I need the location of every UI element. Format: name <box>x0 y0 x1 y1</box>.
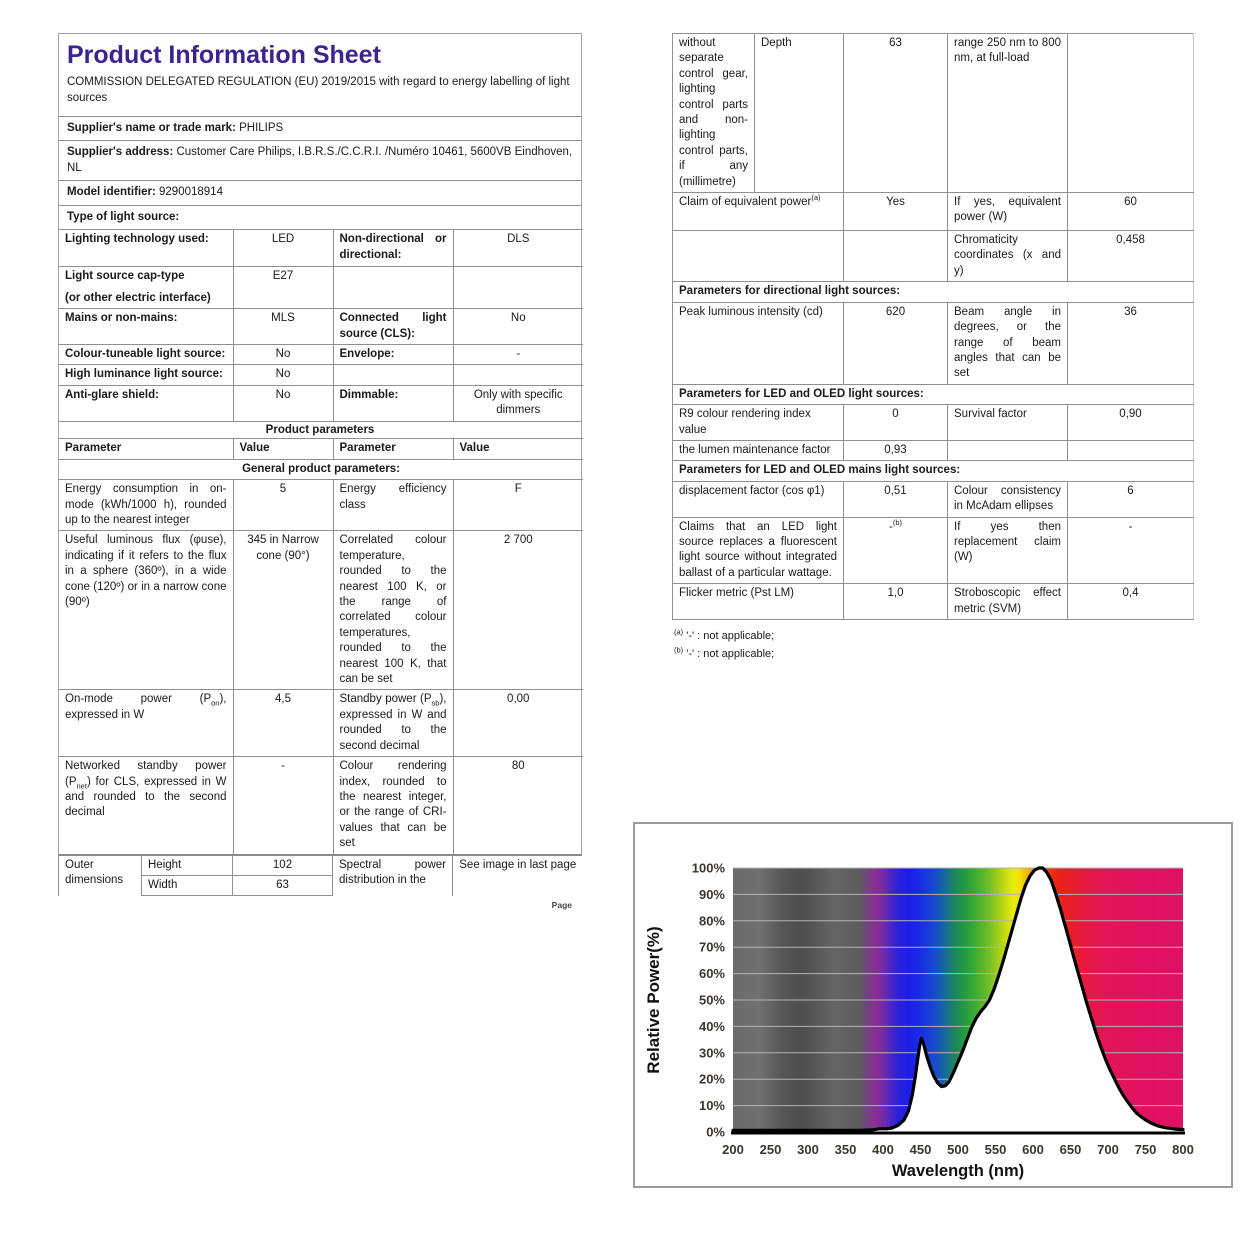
param-value-cell: F <box>453 480 583 531</box>
param-label-cell: Flicker metric (Pst LM) <box>673 584 844 620</box>
param-value-cell: See image in last page <box>453 856 583 896</box>
param-label-cell: Outer dimensions <box>59 856 142 896</box>
document-header <box>59 34 581 116</box>
param-label-cell: Beam angle in degrees, or the range of beam angles that can be set <box>948 302 1068 384</box>
param-value-cell: 36 <box>1068 302 1194 384</box>
x-tick-label: 550 <box>984 1142 1007 1157</box>
dimension-label-cell: Width <box>142 875 233 895</box>
column-header: Value <box>233 439 333 459</box>
spd-chart-canvas <box>635 824 1231 1182</box>
param-value-cell: DLS <box>453 230 583 267</box>
led-oled-mains-section-header: Parameters for LED and OLED mains light sources: <box>673 461 1194 481</box>
dimension-value-cell: 63 <box>233 875 333 895</box>
x-tick-label: 750 <box>1134 1142 1157 1157</box>
empty-cell <box>844 231 948 282</box>
param-value-cell: LED <box>233 230 333 267</box>
supplier-name-value: PHILIPS <box>239 121 284 134</box>
x-tick-label: 450 <box>909 1142 932 1157</box>
section-header-row <box>59 459 583 479</box>
empty-cell <box>453 267 583 309</box>
param-value-cell: 0,00 <box>453 690 583 757</box>
empty-cell <box>948 440 1068 460</box>
param-value-cell: Only with specific dimmers <box>453 385 583 421</box>
product-parameters-band: Product parameters <box>59 421 581 438</box>
param-label-cell: displacement factor (cos φ1) <box>673 481 844 517</box>
x-axis-title: Wavelength (nm) <box>891 1162 1025 1180</box>
dimension-label-cell: Height <box>142 856 233 876</box>
param-label-cell: Standby power $(P_{sb})$, expressed in W and rounded to the second decimal <box>333 690 453 757</box>
param-value-cell: - <box>1068 517 1194 584</box>
dimension-value-cell: 63 <box>844 34 948 193</box>
general-parameters-band: General product parameters: <box>59 459 583 479</box>
product-parameters-table <box>59 438 583 853</box>
param-label-cell: Non-directional or directional: <box>333 230 453 267</box>
param-label-cell: Claim of equivalent power$^{(a)}$ <box>673 193 844 231</box>
table-row <box>59 480 583 531</box>
param-label-cell: On-mode power $(P_{on})$, expressed in W <box>59 690 233 757</box>
y-tick-label: 90% <box>698 886 725 902</box>
param-label-cell: Correlated colour temperature, rounded to the nearest 100 K, or the range of correlated colour temperatures, rounded to the nearest 100 K, that can be set <box>333 531 453 690</box>
table-row <box>673 481 1194 517</box>
type-of-light-source-title: Type of light source: <box>59 205 581 230</box>
y-tick-label: 30% <box>698 1045 725 1061</box>
x-tick-label: 300 <box>797 1142 819 1157</box>
column-header: Parameter <box>333 439 453 459</box>
param-label-cell: Colour rendering index, rounded to the nearest integer, or the range of CRI-values that can be set <box>333 757 453 854</box>
param-label-cell: Stroboscopic effect metric (SVM) <box>948 584 1068 620</box>
footnote-b: $^{(b)}$ '-' : not applicable; <box>674 644 775 660</box>
param-value-cell: No <box>233 385 333 421</box>
column-header-row <box>59 439 583 459</box>
param-label-cell: Energy consumption in on-mode (kWh/1000 h), rounded up to the nearest integer <box>59 480 233 531</box>
outer-dimensions-table <box>58 856 583 897</box>
param-value-cell: 1,0 <box>844 584 948 620</box>
column-header: Parameter <box>59 439 233 459</box>
table-row <box>673 193 1194 231</box>
param-label-cell: Survival factor <box>948 405 1068 441</box>
table-row <box>673 302 1194 384</box>
dimension-label-cell: Depth <box>755 34 844 193</box>
param-label-cell: High luminance light source: <box>59 365 233 385</box>
section-header-row <box>673 384 1194 404</box>
param-label-cell: Lighting technology used: <box>59 230 233 267</box>
dimension-value-cell: 102 <box>233 856 333 876</box>
y-tick-label: 50% <box>698 992 725 1008</box>
empty-cell <box>333 267 453 309</box>
param-value-cell: 6 <box>1068 481 1194 517</box>
param-value-cell: 345 in Narrow cone (90°) <box>233 531 333 690</box>
y-tick-label: 60% <box>698 966 725 982</box>
table-row <box>59 309 583 345</box>
param-value-cell: 60 <box>1068 193 1194 231</box>
type-of-light-source-table <box>59 229 583 421</box>
model-identifier-label: Model identifier: <box>67 186 156 199</box>
param-label-cell: R9 colour rendering index value <box>673 405 844 441</box>
param-value-cell: No <box>233 365 333 385</box>
empty-cell <box>1068 440 1194 460</box>
y-tick-label: 20% <box>698 1071 725 1087</box>
param-label-cell: Spectral power distribution in the <box>333 856 453 896</box>
section-header-row <box>673 282 1194 302</box>
param-label-cell: the lumen maintenance factor <box>673 440 844 460</box>
param-label-cell: range 250 nm to 800 nm, at full-load <box>948 34 1068 193</box>
x-tick-label: 800 <box>1172 1142 1194 1157</box>
page-title: Product Information Sheet <box>67 41 381 69</box>
spectral-power-distribution-chart <box>633 822 1233 1188</box>
spd-chart-svg <box>635 824 1227 1182</box>
supplier-address-row <box>59 140 581 180</box>
x-tick-label: 500 <box>947 1142 969 1157</box>
param-label-cell: Chromaticity coordinates (x and y) <box>948 231 1068 282</box>
empty-cell <box>453 365 583 385</box>
param-label-cell: Anti-glare shield: <box>59 385 233 421</box>
table-row <box>673 584 1194 620</box>
table-row <box>673 517 1194 584</box>
table-row <box>59 230 583 267</box>
right-page <box>672 33 1193 663</box>
directional-section-header: Parameters for directional light sources: <box>673 282 1194 302</box>
empty-cell <box>333 365 453 385</box>
x-tick-label: 650 <box>1059 1142 1082 1157</box>
param-value-cell: 0,51 <box>844 481 948 517</box>
param-value-cell: No <box>233 345 333 365</box>
page-footer: Page <box>551 900 572 911</box>
param-value-cell: Yes <box>844 193 948 231</box>
table-row <box>59 690 583 757</box>
table-row <box>673 34 1194 193</box>
param-label-cell: If yes then replacement claim (W) <box>948 517 1068 584</box>
table-row <box>673 440 1194 460</box>
led-oled-section-header: Parameters for LED and OLED light sources: <box>673 384 1194 404</box>
empty-cell <box>673 231 844 282</box>
param-value-cell: 80 <box>453 757 583 854</box>
supplier-address-value: Customer Care Philips, I.B.R.S./C.C.R.I. /Numéro 10461, 5600VB Eindhoven, NL <box>67 146 573 174</box>
parameters-continued-table <box>672 33 1194 620</box>
param-label-cell: If yes, equivalent power (W) <box>948 193 1068 231</box>
param-value-cell: 0,93 <box>844 440 948 460</box>
param-value-cell: 5 <box>233 480 333 531</box>
regulation-subtitle: COMMISSION DELEGATED REGULATION (EU) 2019/2015 with regard to energy labelling of light sources <box>67 75 570 104</box>
param-label-cell: Mains or non-mains: <box>59 309 233 345</box>
param-value-cell: 0,458 <box>1068 231 1194 282</box>
param-value-cell: 4,5 <box>233 690 333 757</box>
left-page <box>58 33 582 910</box>
param-label-cell: Light source cap-type (or other electric interface) <box>59 267 233 309</box>
param-label-cell: Colour consistency in McAdam ellipses <box>948 481 1068 517</box>
param-value-cell: 2 700 <box>453 531 583 690</box>
table-row <box>59 365 583 385</box>
param-label-cell: Useful luminous flux (φuse), indicating if it refers to the flux in a sphere (360º), in a wide cone (120º) or in a narrow cone (90º) <box>59 531 233 690</box>
param-value-cell: MLS <box>233 309 333 345</box>
y-tick-label: 100% <box>691 860 725 876</box>
param-label-cell: Dimmable: <box>333 385 453 421</box>
y-axis-title: Relative Power(%) <box>644 926 663 1074</box>
model-identifier-row <box>59 180 581 205</box>
empty-cell <box>1068 34 1194 193</box>
x-tick-label: 400 <box>872 1142 894 1157</box>
param-value-cell: 0,90 <box>1068 405 1194 441</box>
table-row <box>59 856 583 876</box>
section-header-row <box>673 461 1194 481</box>
table-row <box>59 531 583 690</box>
param-label-cell: Peak luminous intensity (cd) <box>673 302 844 384</box>
left-page-box <box>58 33 582 856</box>
param-label-cell: Connected light source (CLS): <box>333 309 453 345</box>
footnotes <box>672 628 1193 663</box>
table-row <box>59 757 583 854</box>
y-tick-label: 0% <box>706 1124 725 1140</box>
table-row <box>59 267 583 309</box>
param-value-cell: - <box>233 757 333 854</box>
param-value-cell: - <box>453 345 583 365</box>
supplier-address-label: Supplier's address: <box>67 146 174 159</box>
param-value-cell: No <box>453 309 583 345</box>
supplier-name-label: Supplier's name or trade mark: <box>67 121 236 134</box>
param-label-cell: without separate control gear, lighting control parts and non-lighting control parts, if any (millimetre) <box>673 34 755 193</box>
param-value-cell: -$^{(b)}$ <box>844 517 948 584</box>
x-tick-label: 200 <box>722 1142 744 1157</box>
supplier-name-row <box>59 116 581 141</box>
param-value-cell: 0,4 <box>1068 584 1194 620</box>
param-label-cell: Envelope: <box>333 345 453 365</box>
x-tick-label: 600 <box>1022 1142 1044 1157</box>
x-tick-label: 350 <box>834 1142 857 1157</box>
y-tick-label: 70% <box>698 939 725 955</box>
table-row <box>59 385 583 421</box>
param-value-cell: E27 <box>233 267 333 309</box>
param-value-cell: 620 <box>844 302 948 384</box>
y-tick-label: 80% <box>698 913 725 929</box>
y-tick-label: 10% <box>698 1098 725 1114</box>
model-identifier-value: 9290018914 <box>159 186 223 199</box>
param-value-cell: 0 <box>844 405 948 441</box>
table-row <box>673 231 1194 282</box>
column-header: Value <box>453 439 583 459</box>
param-label-cell: Colour-tuneable light source: <box>59 345 233 365</box>
x-tick-label: 250 <box>759 1142 782 1157</box>
x-tick-label: 700 <box>1097 1142 1119 1157</box>
param-label-cell: Energy efficiency class <box>333 480 453 531</box>
table-row <box>673 405 1194 441</box>
y-tick-label: 40% <box>698 1018 725 1034</box>
table-row <box>59 345 583 365</box>
footnote-a: $^{(a)}$ '-' : not applicable; <box>674 627 775 642</box>
param-label-cell: Claims that an LED light source replaces a fluorescent light source without integrated ballast of a particular wattage. <box>673 517 844 584</box>
param-label-cell: Networked standby power $(P_{net})$ for CLS, expressed in W and rounded to the second decimal <box>59 757 233 854</box>
